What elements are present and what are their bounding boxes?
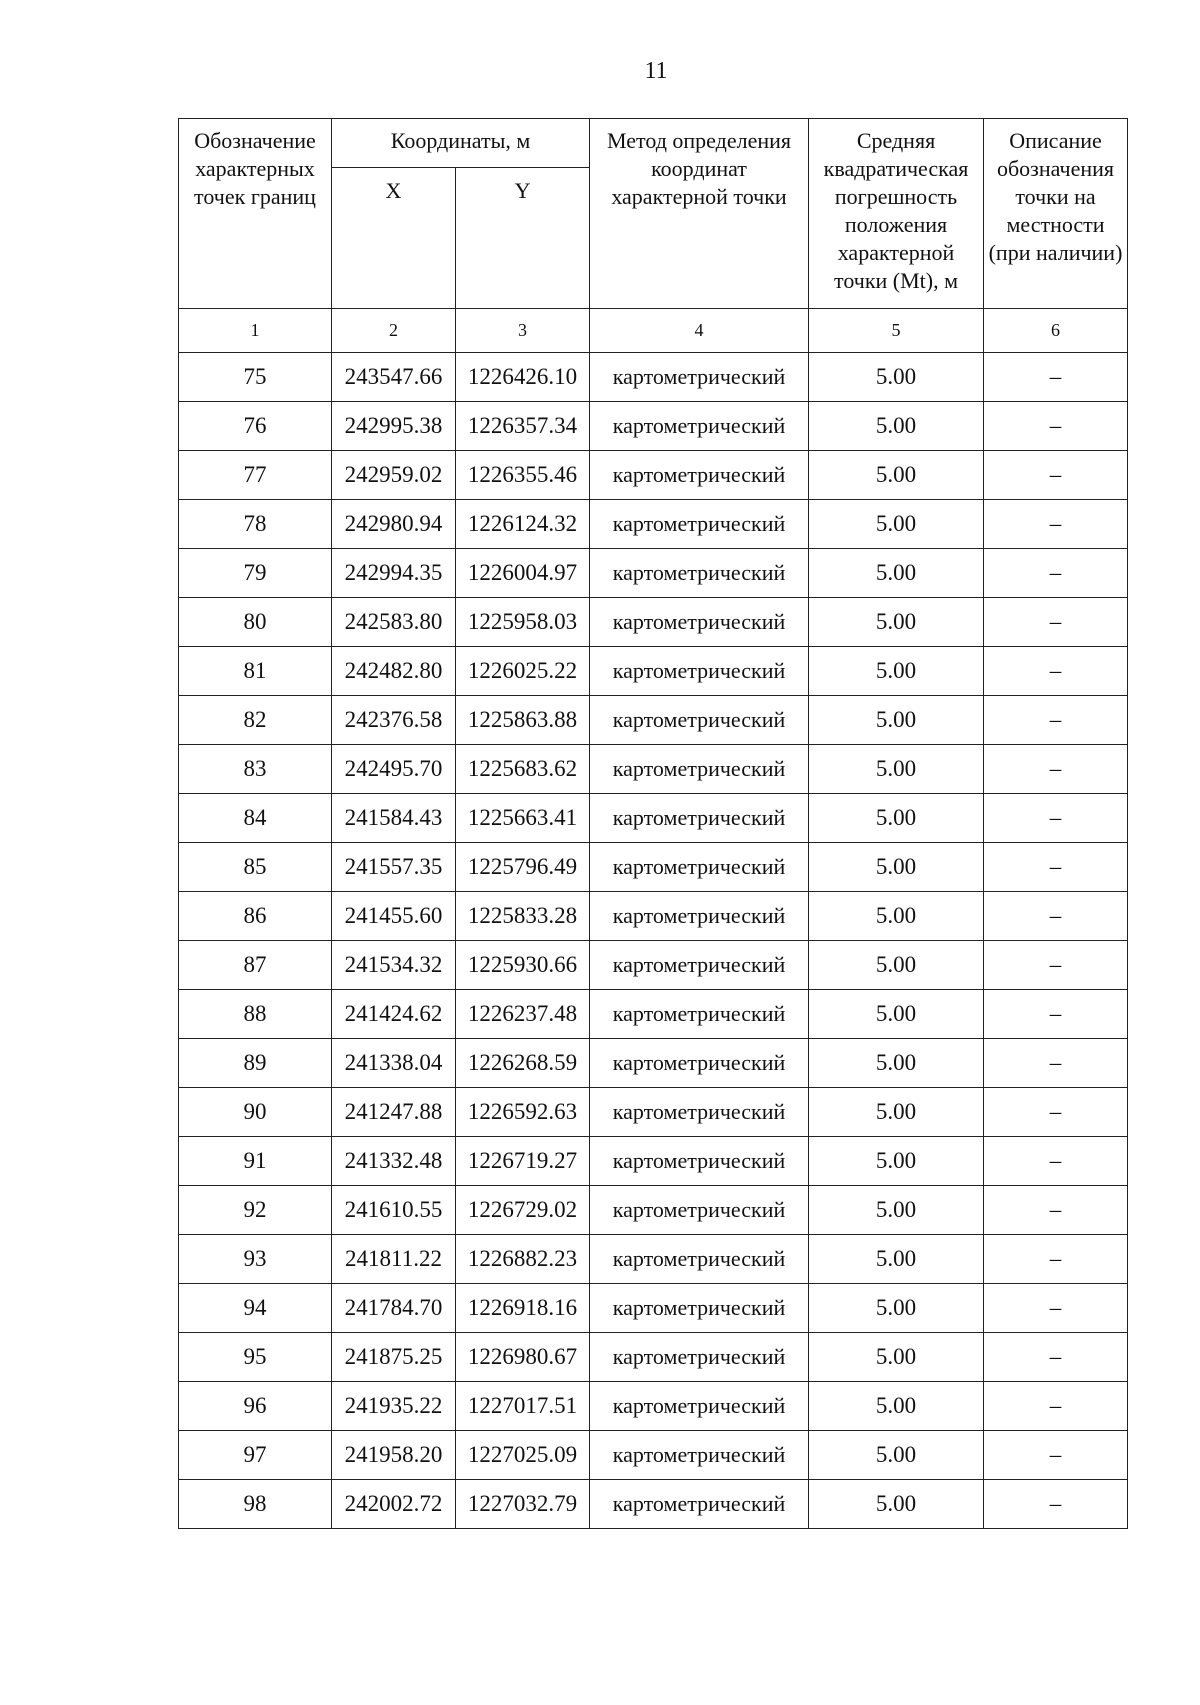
table-row xyxy=(179,1088,1128,1137)
error-cell: 5.00 xyxy=(809,1333,984,1382)
x-coordinate-cell: 242994.35 xyxy=(332,549,456,598)
error-cell: 5.00 xyxy=(809,990,984,1039)
error-cell: 5.00 xyxy=(809,1235,984,1284)
error-cell: 5.00 xyxy=(809,549,984,598)
error-cell: 5.00 xyxy=(809,353,984,402)
description-cell: – xyxy=(984,990,1128,1039)
point-cell: 85 xyxy=(179,843,332,892)
method-cell: картометрический xyxy=(590,941,809,990)
header-error: Средняя квадратическая погрешность положения характерной точки (Mt), м xyxy=(809,119,984,309)
header-coordinates: Координаты, м xyxy=(332,119,590,168)
method-cell: картометрический xyxy=(590,1480,809,1529)
table-row xyxy=(179,549,1128,598)
column-number: 4 xyxy=(590,309,809,353)
x-coordinate-cell: 241424.62 xyxy=(332,990,456,1039)
method-cell: картометрический xyxy=(590,843,809,892)
table-row xyxy=(179,990,1128,1039)
y-coordinate-cell: 1225930.66 xyxy=(456,941,590,990)
x-coordinate-cell: 243547.66 xyxy=(332,353,456,402)
y-coordinate-cell: 1226357.34 xyxy=(456,402,590,451)
method-cell: картометрический xyxy=(590,500,809,549)
error-cell: 5.00 xyxy=(809,1284,984,1333)
x-coordinate-cell: 242482.80 xyxy=(332,647,456,696)
y-coordinate-cell: 1225833.28 xyxy=(456,892,590,941)
point-cell: 92 xyxy=(179,1186,332,1235)
x-coordinate-cell: 242002.72 xyxy=(332,1480,456,1529)
y-coordinate-cell: 1226592.63 xyxy=(456,1088,590,1137)
description-cell: – xyxy=(984,598,1128,647)
method-cell: картометрический xyxy=(590,1431,809,1480)
point-cell: 75 xyxy=(179,353,332,402)
table-row xyxy=(179,1431,1128,1480)
description-cell: – xyxy=(984,451,1128,500)
method-cell: картометрический xyxy=(590,451,809,500)
error-cell: 5.00 xyxy=(809,1480,984,1529)
error-cell: 5.00 xyxy=(809,843,984,892)
description-cell: – xyxy=(984,1431,1128,1480)
method-cell: картометрический xyxy=(590,647,809,696)
description-cell: – xyxy=(984,745,1128,794)
description-cell: – xyxy=(984,500,1128,549)
method-cell: картометрический xyxy=(590,745,809,794)
description-cell: – xyxy=(984,794,1128,843)
description-cell: – xyxy=(984,1480,1128,1529)
error-cell: 5.00 xyxy=(809,745,984,794)
point-cell: 76 xyxy=(179,402,332,451)
point-cell: 88 xyxy=(179,990,332,1039)
x-coordinate-cell: 242995.38 xyxy=(332,402,456,451)
x-coordinate-cell: 241584.43 xyxy=(332,794,456,843)
error-cell: 5.00 xyxy=(809,1431,984,1480)
error-cell: 5.00 xyxy=(809,451,984,500)
point-cell: 83 xyxy=(179,745,332,794)
column-number: 6 xyxy=(984,309,1128,353)
error-cell: 5.00 xyxy=(809,1137,984,1186)
y-coordinate-cell: 1226882.23 xyxy=(456,1235,590,1284)
table-row xyxy=(179,451,1128,500)
table-row xyxy=(179,941,1128,990)
x-coordinate-cell: 242959.02 xyxy=(332,451,456,500)
x-coordinate-cell: 241610.55 xyxy=(332,1186,456,1235)
description-cell: – xyxy=(984,647,1128,696)
error-cell: 5.00 xyxy=(809,892,984,941)
error-cell: 5.00 xyxy=(809,647,984,696)
y-coordinate-cell: 1226268.59 xyxy=(456,1039,590,1088)
description-cell: – xyxy=(984,1235,1128,1284)
table-row xyxy=(179,500,1128,549)
column-number-row xyxy=(179,309,1128,353)
description-cell: – xyxy=(984,843,1128,892)
method-cell: картометрический xyxy=(590,549,809,598)
error-cell: 5.00 xyxy=(809,402,984,451)
table-row xyxy=(179,1137,1128,1186)
y-coordinate-cell: 1227017.51 xyxy=(456,1382,590,1431)
header-point: Обозначение характерных точек границ xyxy=(179,119,332,309)
x-coordinate-cell: 241455.60 xyxy=(332,892,456,941)
point-cell: 93 xyxy=(179,1235,332,1284)
method-cell: картометрический xyxy=(590,1235,809,1284)
page-number: 11 xyxy=(644,58,668,84)
header-y: Y xyxy=(456,168,590,309)
y-coordinate-cell: 1226355.46 xyxy=(456,451,590,500)
table-row xyxy=(179,1480,1128,1529)
description-cell: – xyxy=(984,1333,1128,1382)
point-cell: 90 xyxy=(179,1088,332,1137)
description-cell: – xyxy=(984,1088,1128,1137)
table-row xyxy=(179,843,1128,892)
table-row xyxy=(179,794,1128,843)
x-coordinate-cell: 241875.25 xyxy=(332,1333,456,1382)
table-row xyxy=(179,353,1128,402)
y-coordinate-cell: 1225958.03 xyxy=(456,598,590,647)
point-cell: 89 xyxy=(179,1039,332,1088)
method-cell: картометрический xyxy=(590,353,809,402)
x-coordinate-cell: 242495.70 xyxy=(332,745,456,794)
point-cell: 87 xyxy=(179,941,332,990)
description-cell: – xyxy=(984,402,1128,451)
table-row xyxy=(179,892,1128,941)
method-cell: картометрический xyxy=(590,892,809,941)
y-coordinate-cell: 1226426.10 xyxy=(456,353,590,402)
method-cell: картометрический xyxy=(590,1382,809,1431)
table-row xyxy=(179,1382,1128,1431)
x-coordinate-cell: 241935.22 xyxy=(332,1382,456,1431)
method-cell: картометрический xyxy=(590,1333,809,1382)
table-row xyxy=(179,402,1128,451)
x-coordinate-cell: 241332.48 xyxy=(332,1137,456,1186)
header-method: Метод определения координат характерной точки xyxy=(590,119,809,309)
point-cell: 77 xyxy=(179,451,332,500)
table-row xyxy=(179,1284,1128,1333)
error-cell: 5.00 xyxy=(809,1088,984,1137)
description-cell: – xyxy=(984,1284,1128,1333)
description-cell: – xyxy=(984,1186,1128,1235)
table-row xyxy=(179,1186,1128,1235)
method-cell: картометрический xyxy=(590,794,809,843)
column-number: 5 xyxy=(809,309,984,353)
x-coordinate-cell: 241784.70 xyxy=(332,1284,456,1333)
point-cell: 91 xyxy=(179,1137,332,1186)
y-coordinate-cell: 1225796.49 xyxy=(456,843,590,892)
error-cell: 5.00 xyxy=(809,696,984,745)
error-cell: 5.00 xyxy=(809,1382,984,1431)
point-cell: 84 xyxy=(179,794,332,843)
point-cell: 86 xyxy=(179,892,332,941)
x-coordinate-cell: 241534.32 xyxy=(332,941,456,990)
table-row xyxy=(179,745,1128,794)
y-coordinate-cell: 1226719.27 xyxy=(456,1137,590,1186)
method-cell: картометрический xyxy=(590,990,809,1039)
x-coordinate-cell: 242583.80 xyxy=(332,598,456,647)
x-coordinate-cell: 241338.04 xyxy=(332,1039,456,1088)
error-cell: 5.00 xyxy=(809,941,984,990)
y-coordinate-cell: 1225863.88 xyxy=(456,696,590,745)
error-cell: 5.00 xyxy=(809,1039,984,1088)
table-row xyxy=(179,647,1128,696)
point-cell: 96 xyxy=(179,1382,332,1431)
boundary-points-table xyxy=(178,118,1128,1529)
y-coordinate-cell: 1225683.62 xyxy=(456,745,590,794)
description-cell: – xyxy=(984,1137,1128,1186)
y-coordinate-cell: 1225663.41 xyxy=(456,794,590,843)
error-cell: 5.00 xyxy=(809,598,984,647)
y-coordinate-cell: 1226918.16 xyxy=(456,1284,590,1333)
method-cell: картометрический xyxy=(590,1088,809,1137)
column-number: 3 xyxy=(456,309,590,353)
y-coordinate-cell: 1226025.22 xyxy=(456,647,590,696)
point-cell: 79 xyxy=(179,549,332,598)
table-row xyxy=(179,1039,1128,1088)
method-cell: картометрический xyxy=(590,402,809,451)
point-cell: 94 xyxy=(179,1284,332,1333)
point-cell: 80 xyxy=(179,598,332,647)
method-cell: картометрический xyxy=(590,696,809,745)
description-cell: – xyxy=(984,353,1128,402)
header-x: X xyxy=(332,168,456,309)
description-cell: – xyxy=(984,1382,1128,1431)
point-cell: 82 xyxy=(179,696,332,745)
method-cell: картометрический xyxy=(590,1039,809,1088)
x-coordinate-cell: 242980.94 xyxy=(332,500,456,549)
point-cell: 78 xyxy=(179,500,332,549)
x-coordinate-cell: 241247.88 xyxy=(332,1088,456,1137)
y-coordinate-cell: 1227025.09 xyxy=(456,1431,590,1480)
point-cell: 95 xyxy=(179,1333,332,1382)
x-coordinate-cell: 241811.22 xyxy=(332,1235,456,1284)
description-cell: – xyxy=(984,941,1128,990)
x-coordinate-cell: 241958.20 xyxy=(332,1431,456,1480)
method-cell: картометрический xyxy=(590,598,809,647)
table-row xyxy=(179,598,1128,647)
y-coordinate-cell: 1226729.02 xyxy=(456,1186,590,1235)
header-description: Описание обозначения точки на местности (при наличии) xyxy=(984,119,1128,309)
description-cell: – xyxy=(984,1039,1128,1088)
description-cell: – xyxy=(984,549,1128,598)
y-coordinate-cell: 1226124.32 xyxy=(456,500,590,549)
point-cell: 98 xyxy=(179,1480,332,1529)
method-cell: картометрический xyxy=(590,1186,809,1235)
error-cell: 5.00 xyxy=(809,1186,984,1235)
point-cell: 81 xyxy=(179,647,332,696)
column-number: 1 xyxy=(179,309,332,353)
table-row xyxy=(179,696,1128,745)
x-coordinate-cell: 242376.58 xyxy=(332,696,456,745)
x-coordinate-cell: 241557.35 xyxy=(332,843,456,892)
y-coordinate-cell: 1226004.97 xyxy=(456,549,590,598)
description-cell: – xyxy=(984,892,1128,941)
method-cell: картометрический xyxy=(590,1137,809,1186)
error-cell: 5.00 xyxy=(809,794,984,843)
y-coordinate-cell: 1226237.48 xyxy=(456,990,590,1039)
column-number: 2 xyxy=(332,309,456,353)
table-row xyxy=(179,1333,1128,1382)
y-coordinate-cell: 1227032.79 xyxy=(456,1480,590,1529)
description-cell: – xyxy=(984,696,1128,745)
method-cell: картометрический xyxy=(590,1284,809,1333)
table-row xyxy=(179,1235,1128,1284)
point-cell: 97 xyxy=(179,1431,332,1480)
y-coordinate-cell: 1226980.67 xyxy=(456,1333,590,1382)
error-cell: 5.00 xyxy=(809,500,984,549)
